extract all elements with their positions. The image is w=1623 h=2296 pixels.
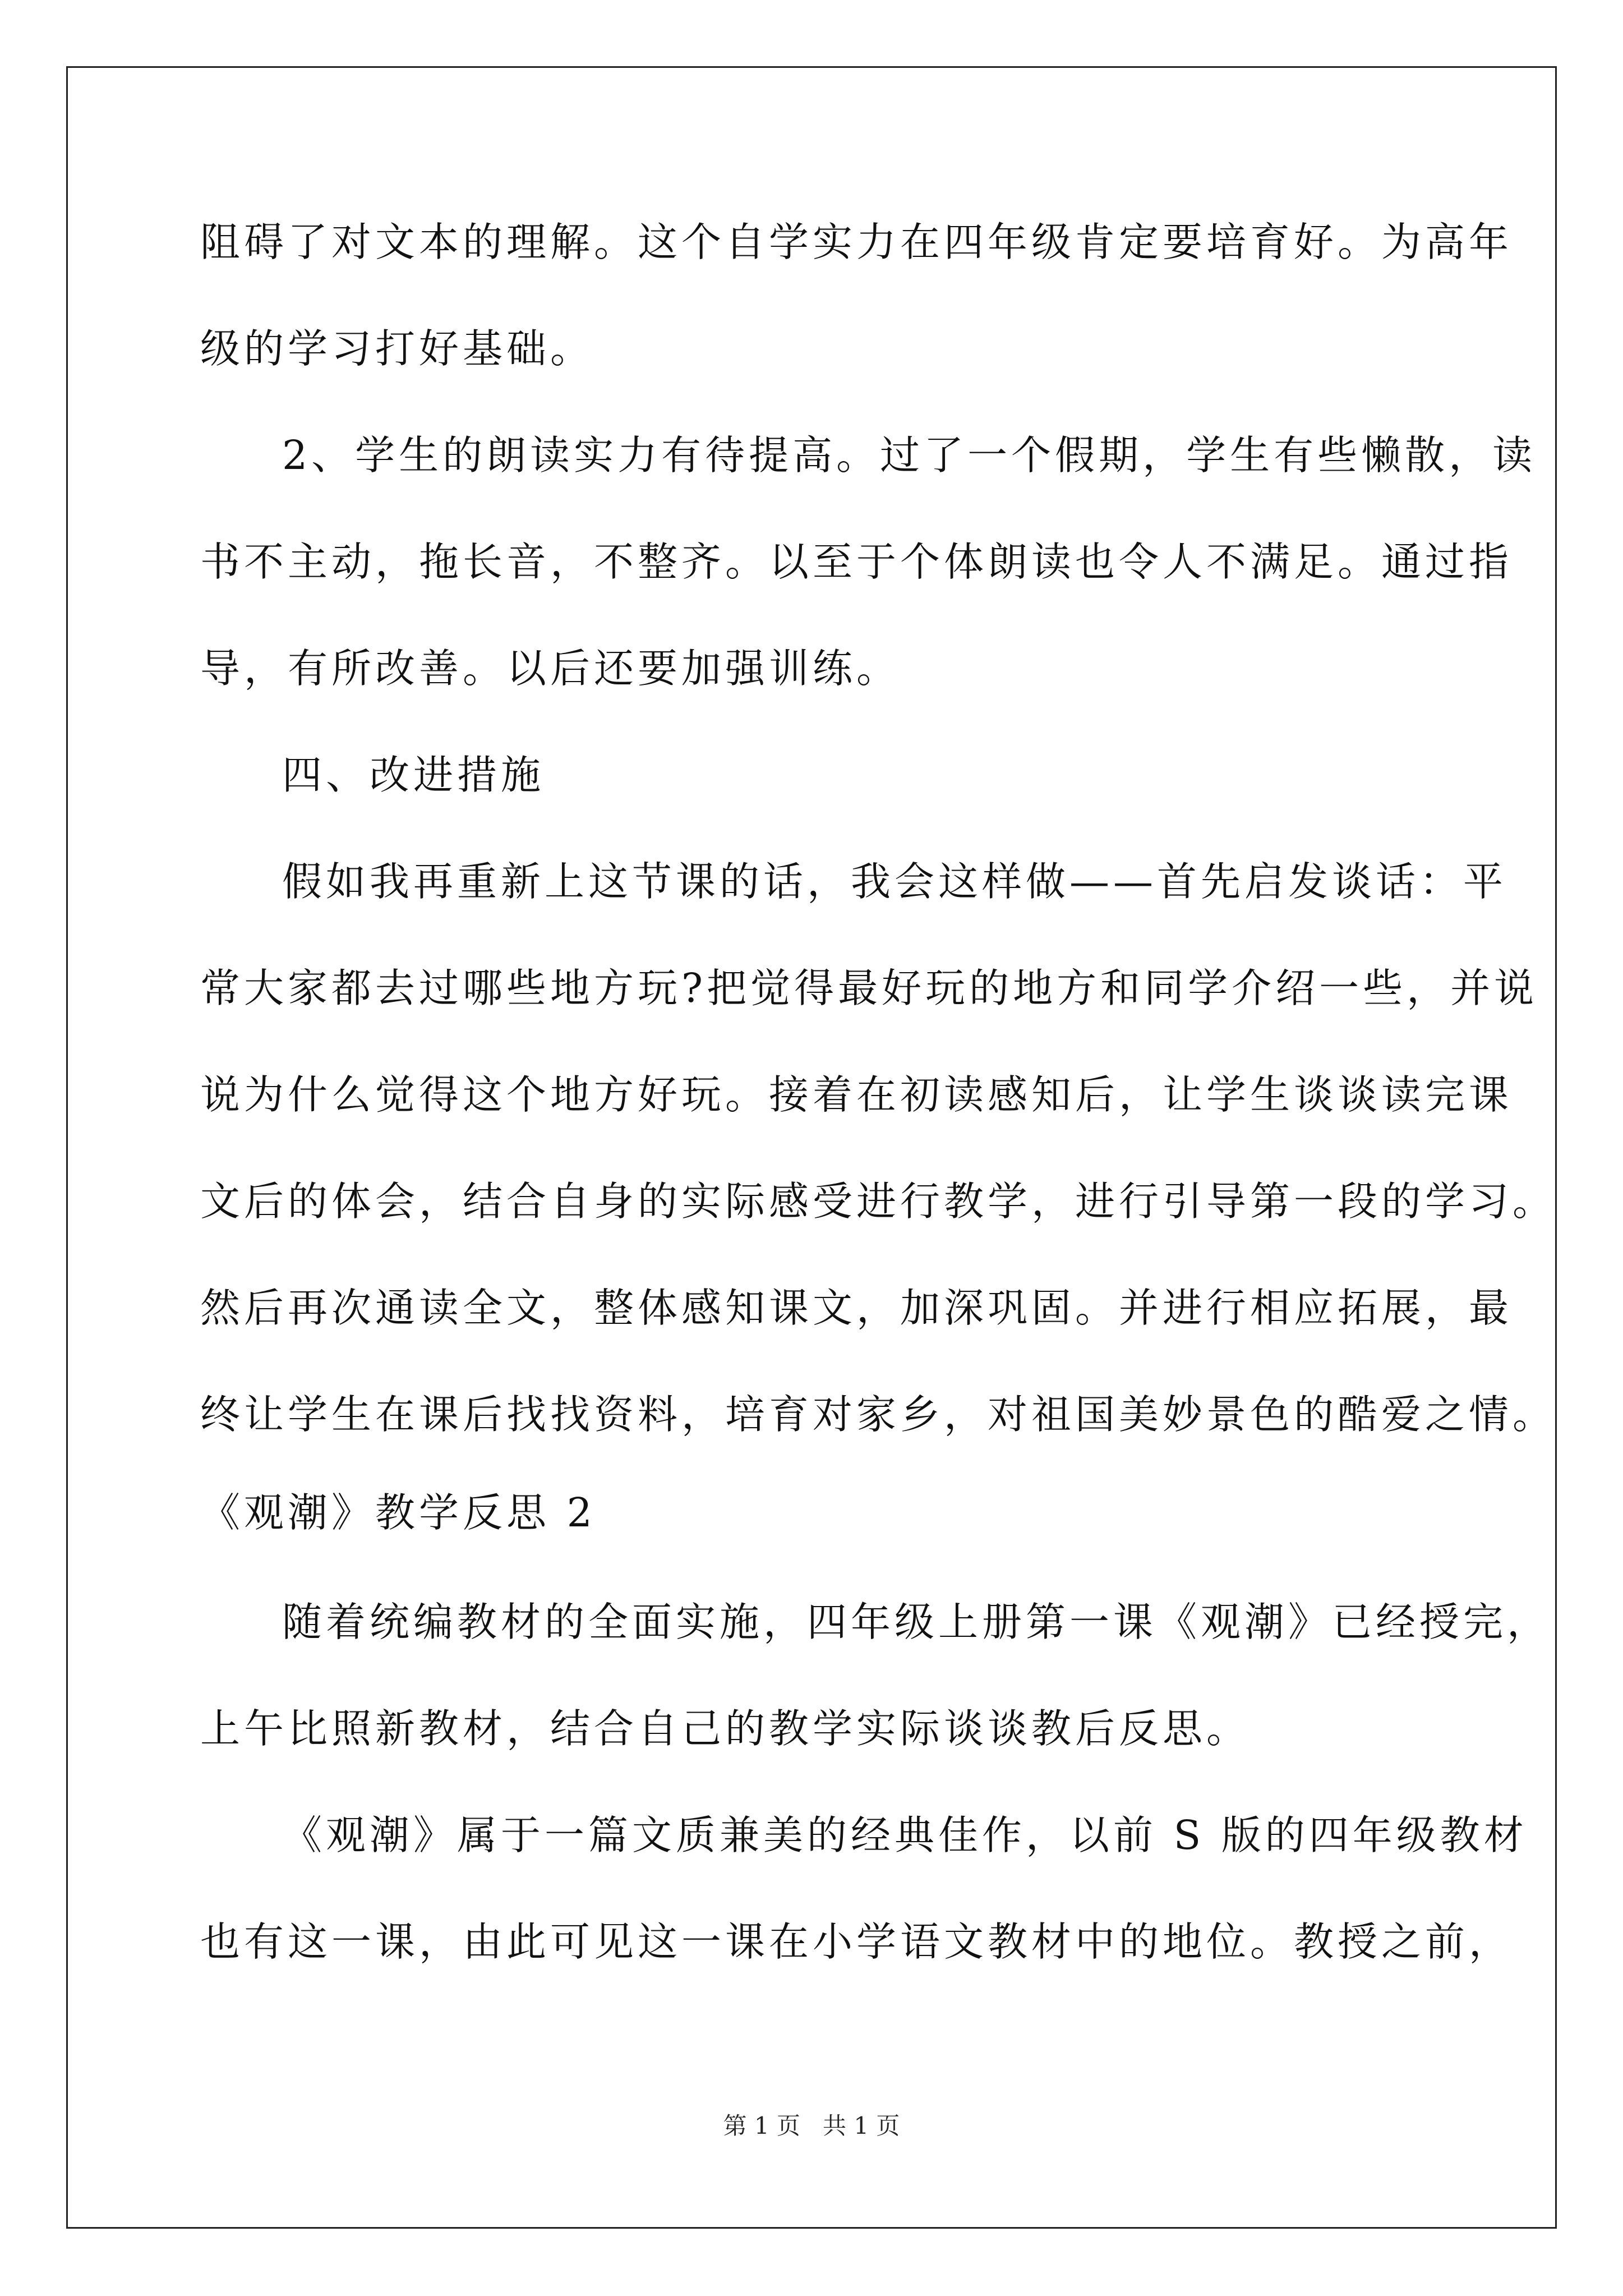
paragraph-line: 书不主动，拖长音，不整齐。以至于个体朗读也令人不满足。通过指 bbox=[200, 539, 1513, 585]
paragraph-line: 假如我再重新上这节课的话，我会这样做——首先启发谈话：平 bbox=[282, 858, 1507, 905]
paragraph-line: 随着统编教材的全面实施，四年级上册第一课《观潮》已经授完， bbox=[282, 1599, 1551, 1645]
page-footer bbox=[0, 2112, 1623, 2140]
page-total: 共 1 页 bbox=[823, 2112, 900, 2139]
paragraph-line: 级的学习打好基础。 bbox=[200, 325, 594, 372]
paragraph-line: 然后再次通读全文，整体感知课文，加深巩固。并进行相应拓展，最 bbox=[200, 1285, 1513, 1331]
page-number: 第 1 页 bbox=[723, 2112, 800, 2139]
paragraph-line: 2、学生的朗读实力有待提高。过了一个假期，学生有些懒散，读 bbox=[282, 432, 1537, 478]
section-heading: 四、改进措施 bbox=[282, 752, 545, 798]
paragraph-line: 也有这一课，由此可见这一课在小学语文教材中的地位。教授之前， bbox=[200, 1918, 1513, 1965]
paragraph-line: 终让学生在课后找找资料，培育对家乡，对祖国美妙景色的酷爱之情。 bbox=[200, 1391, 1557, 1438]
page-border bbox=[66, 66, 1557, 2229]
paragraph-line: 上午比照新教材，结合自己的教学实际谈谈教后反思。 bbox=[200, 1705, 1251, 1752]
paragraph-line: 文后的体会，结合自身的实际感受进行教学，进行引导第一段的学习。 bbox=[200, 1178, 1557, 1225]
paragraph-line: 《观潮》属于一篇文质兼美的经典佳作，以前 S 版的四年级教材 bbox=[282, 1812, 1528, 1858]
paragraph-line: 说为什么觉得这个地方好玩。接着在初读感知后，让学生谈谈读完课 bbox=[200, 1071, 1513, 1118]
paragraph-line: 阻碍了对文本的理解。这个自学实力在四年级肯定要培育好。为高年 bbox=[200, 219, 1513, 265]
paragraph-line: 导，有所改善。以后还要加强训练。 bbox=[200, 645, 901, 692]
paragraph-line: 常大家都去过哪些地方玩?把觉得最好玩的地方和同学介绍一些，并说 bbox=[200, 965, 1538, 1011]
article-title: 《观潮》教学反思 2 bbox=[200, 1489, 596, 1536]
